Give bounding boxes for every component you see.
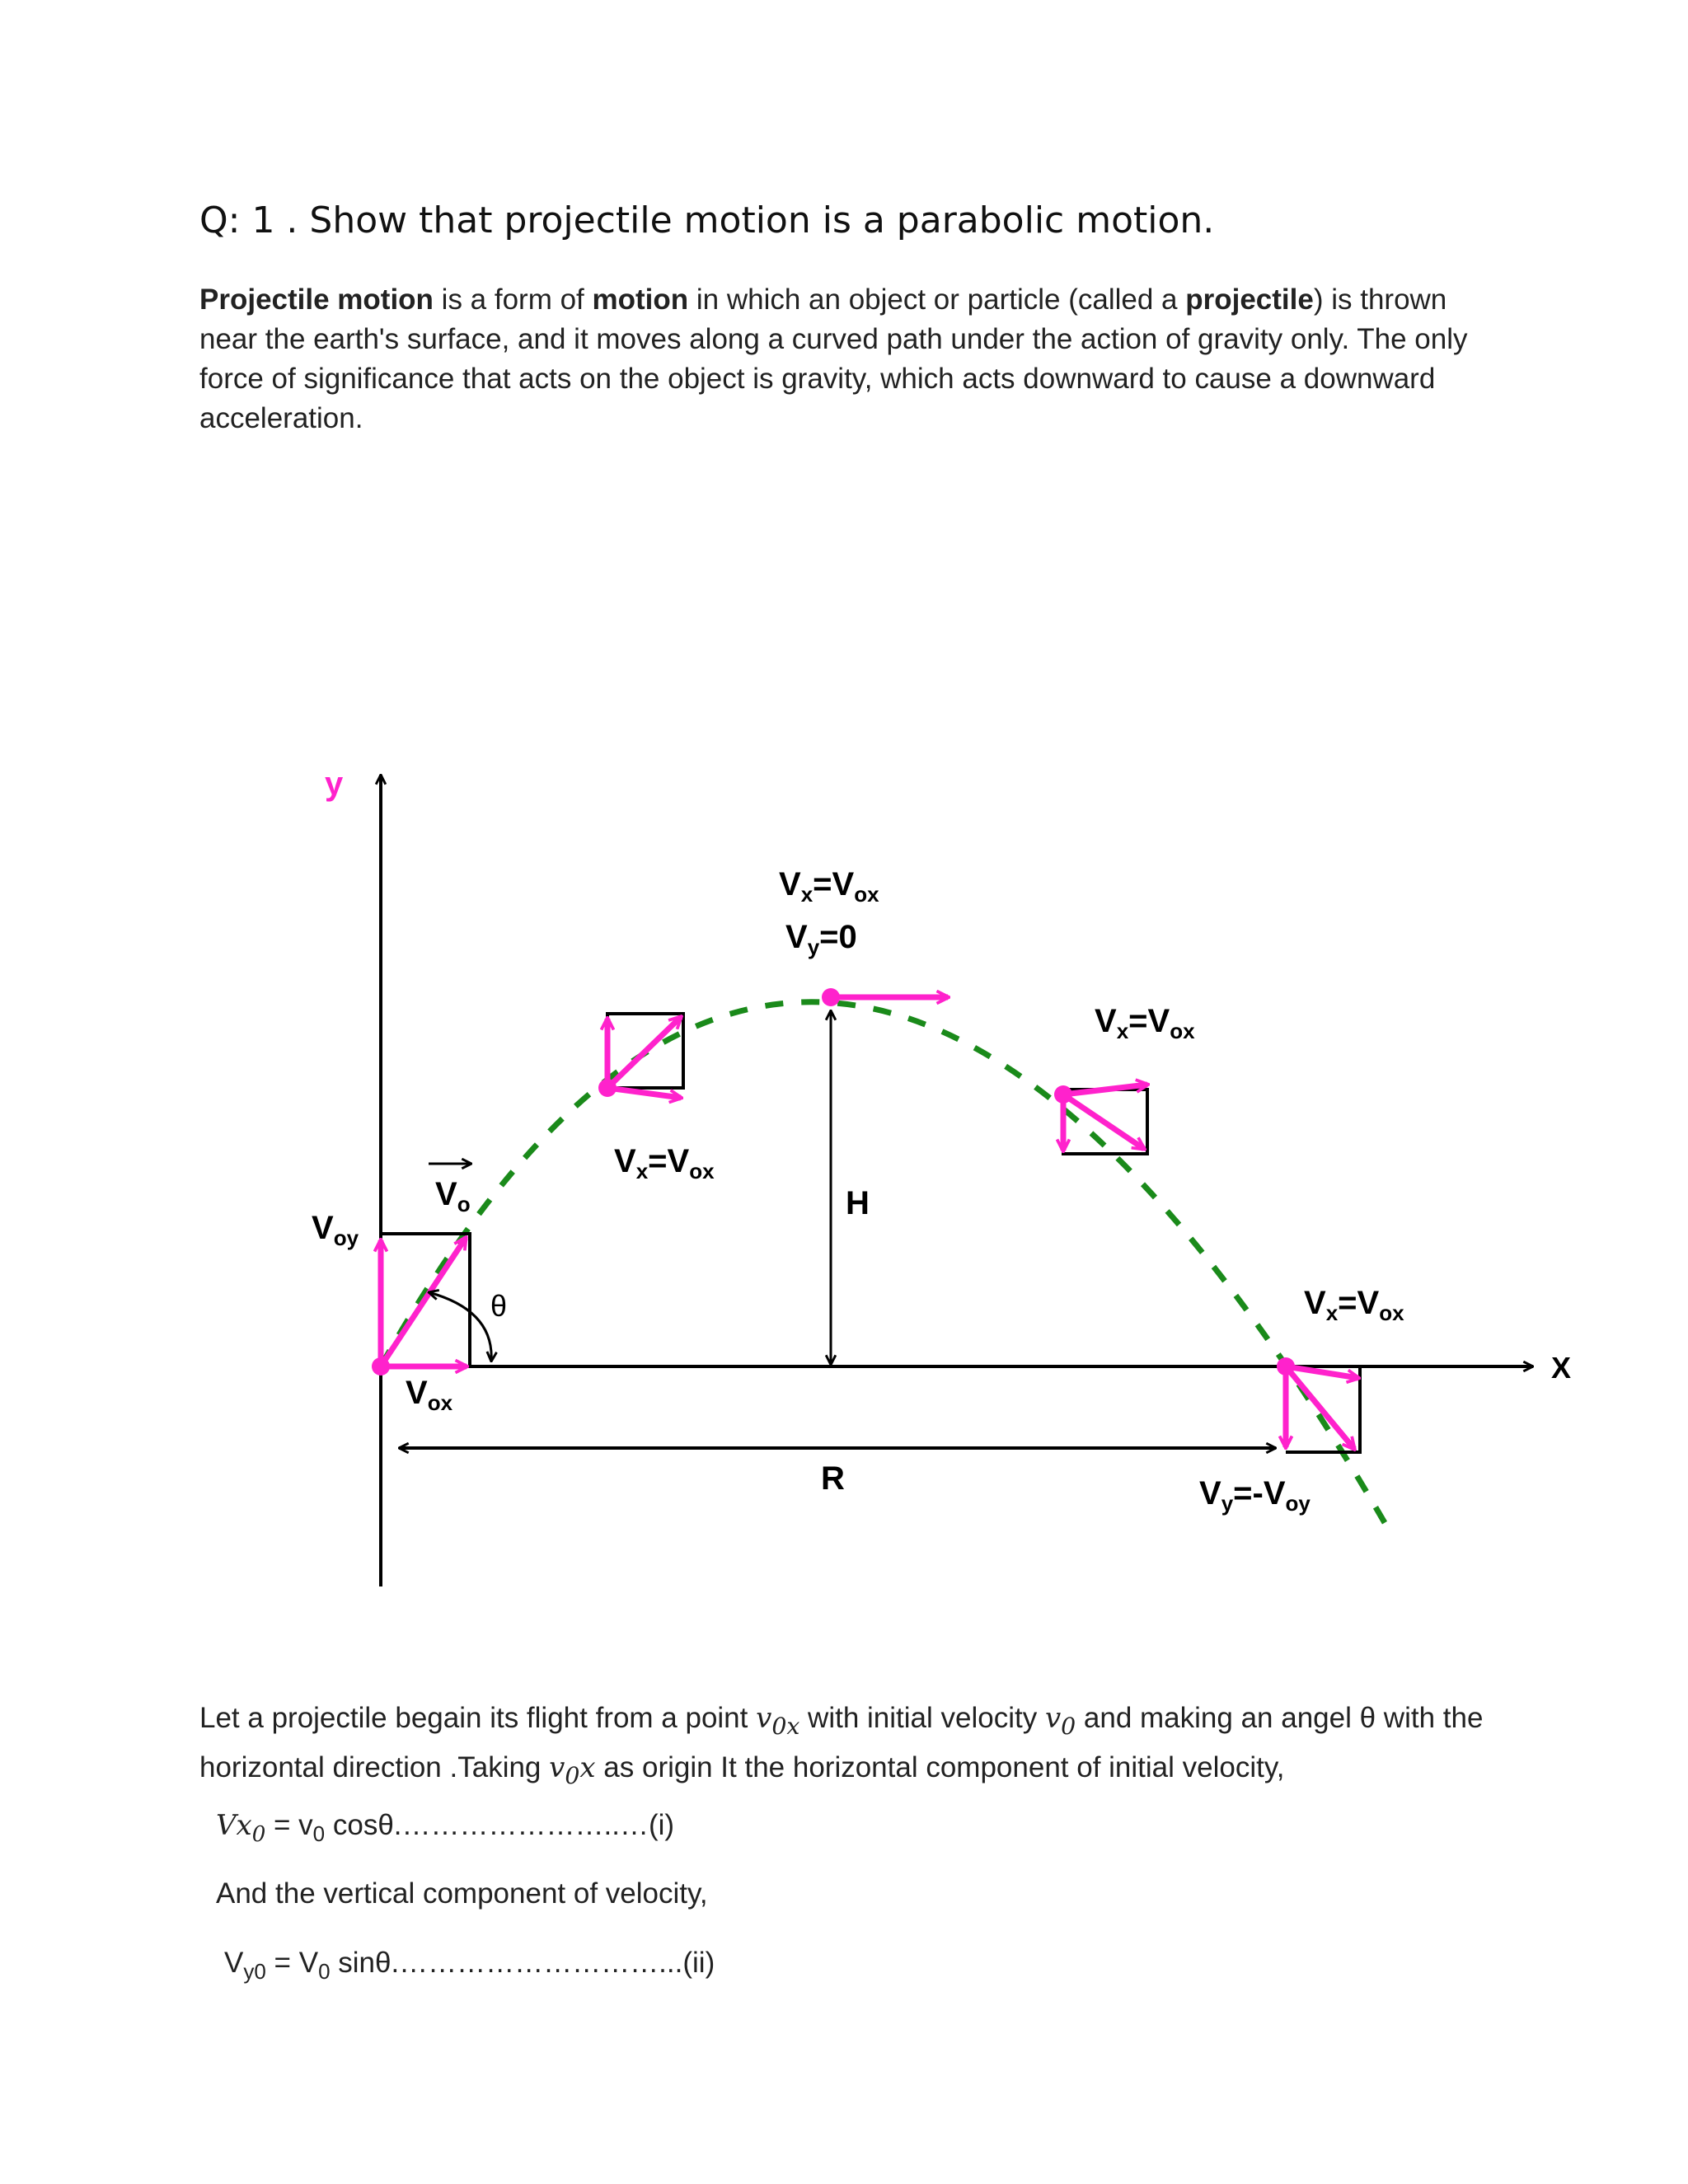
vox-label: $V_{ox}$ [406,1375,453,1415]
launch-point [372,1357,390,1376]
body-text: with initial velocity [799,1702,1045,1734]
equation-2: $V_{y0} = V_0$ sinθ.………………………...(ii) [224,1947,715,1984]
math-v0x-origin: $v_0x$ [549,1750,596,1789]
question-title: Q: 1 . Show that projectile motion is a parabolic motion. [199,199,1215,241]
apex-vx-label: $V_x=V_{ox}$ [779,866,879,907]
vertical-component-label: And the vertical component of velocity, [216,1877,708,1910]
rising-point [598,1079,617,1097]
rising-v-vector [607,1017,681,1088]
landing-vy-label: $V_y=-V_{oy}$ [1199,1475,1311,1516]
descending-point [1054,1085,1072,1104]
v0-label: $V_o$ [435,1176,471,1216]
term-projectile-motion: Projectile motion [199,284,434,316]
math-v0: $v_0$ [1044,1702,1076,1740]
intro-paragraph [199,280,1485,438]
range-label: R [821,1460,845,1497]
x-axis-label: X [1551,1351,1572,1385]
rising-vx-label: $V_x=V_{ox}$ [614,1143,715,1183]
body-text: Let a projectile begain its flight from a point [199,1702,757,1734]
height-label: H [846,1185,870,1221]
term-motion: motion [592,284,689,316]
y-axis-label: y [325,766,344,802]
theta-label: θ [490,1289,508,1323]
descending-vx-label: $V_x=V_{ox}$ [1095,1003,1195,1043]
landing-point [1277,1357,1295,1376]
derivation-paragraph [199,1698,1551,1797]
projectile-diagram [0,742,1688,1607]
body-text: and making an angel θ with the horizontal direction .Taking [199,1702,1484,1783]
intro-text: in which an object or particle (called a [688,284,1186,316]
body-text: as origin It the horizontal component of initial velocity, [595,1750,1285,1783]
trajectory-path [381,1002,1393,1537]
apex-vy-label: $V_y=0$ [785,919,857,959]
intro-text: is a form of [433,284,593,316]
apex-point [822,988,840,1006]
theta-arc [429,1292,491,1361]
voy-label: $V_{oy}$ [312,1210,359,1250]
landing-vx-label: $V_x=V_{ox}$ [1304,1285,1404,1325]
math-v0x: $v_{0x}$ [756,1702,800,1740]
equation-1: $Vx_0 = v_0$ cosθ.…………………..…(i) [216,1809,675,1847]
intro-text: ) is thrown near the earth's surface, and it moves along a curved path under the action of gravity only. The only force of significance that acts on the object is gravity, which acts downward to cause a downward acceleration. [199,284,1468,434]
landing-v-vector [1286,1366,1354,1449]
term-projectile: projectile [1185,284,1314,316]
